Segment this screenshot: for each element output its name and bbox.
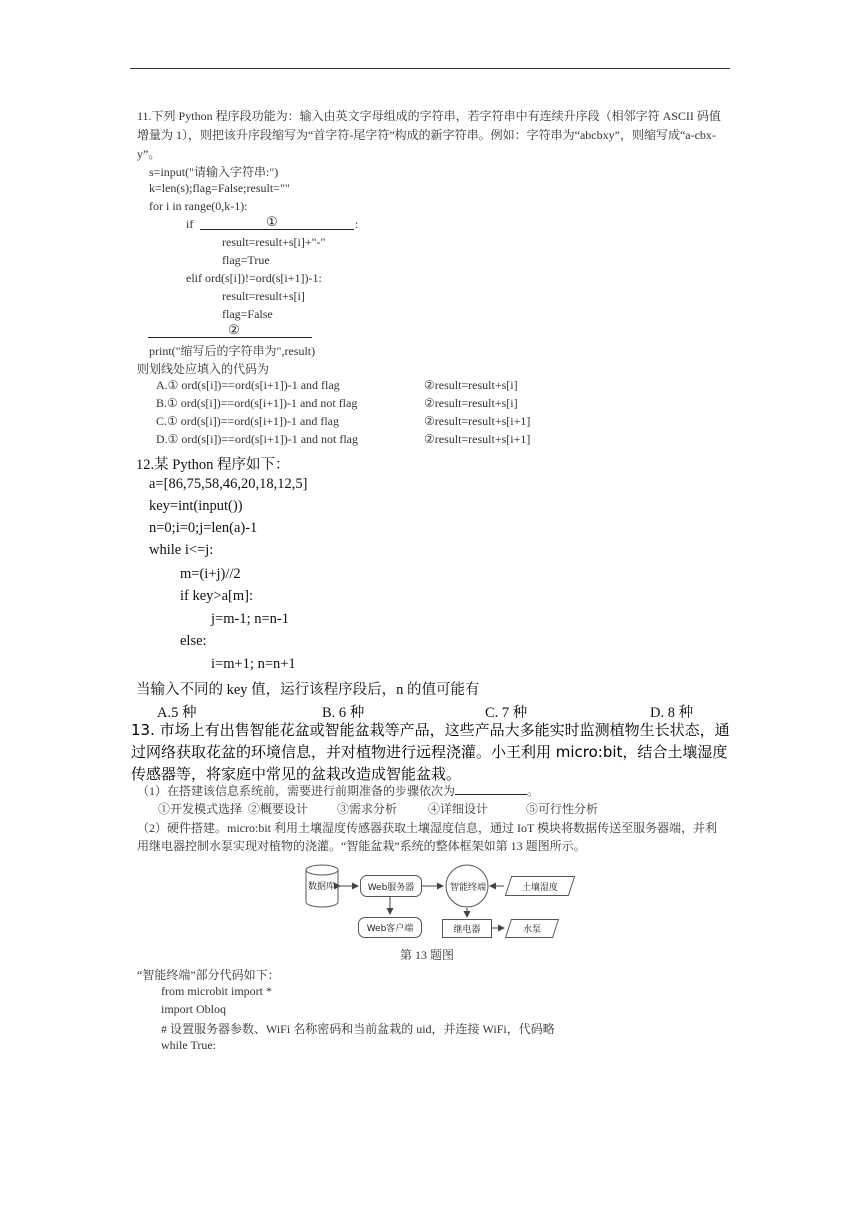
q12-option-b: B. 6 种 bbox=[322, 705, 365, 721]
smart-terminal-label: 智能终端 bbox=[450, 883, 487, 893]
q13-step: ②概要设计 bbox=[248, 802, 309, 816]
q11-option-right: ②result=result+s[i+1] bbox=[424, 432, 531, 446]
q13-code-line: while True: bbox=[161, 1038, 217, 1052]
q13-part2-line2: 用继电器控制水泵实现对植物的浇灌。“智能盆栽”系统的整体框架如第 13 题图所示。 bbox=[137, 839, 586, 853]
q11-option-left: C.① ord(s[i])==ord(s[i+1])-1 and flag bbox=[156, 414, 340, 428]
q13-step: ⑤可行性分析 bbox=[526, 802, 599, 816]
q11-option-right: ②result=result+s[i+1] bbox=[424, 414, 531, 428]
q11-stem-line2: 增量为 1），则把该升序段缩写为“首字符-尾字符”构成的新字符串。例如：字符串为“abcbxy”，则缩写成“a-cbx- bbox=[137, 128, 716, 142]
database-label: 数据库 bbox=[308, 882, 336, 892]
q13-intro-line1: 13. 市场上有出售智能花盆或智能盆栽等产品，这些产品大多能实时监测植物生长状态，通 bbox=[131, 721, 730, 739]
q13-code-comment: # 设置服务器参数、WiFi 名称密码和当前盆栽的 uid，并连接 WiFi，代码略 bbox=[161, 1022, 555, 1036]
q11-code-if: if bbox=[186, 217, 194, 231]
q13-intro-line2: 过网络获取花盆的环境信息，并对植物进行远程浇灌。小王利用 micro:bit，结合土壤湿度 bbox=[131, 743, 728, 761]
q11-blank1-label: ① bbox=[266, 214, 278, 229]
q11-colon: : bbox=[355, 217, 359, 231]
q12-code-line: j=m-1; n=n-1 bbox=[211, 611, 289, 627]
q13-code-line: from microbit import * bbox=[161, 984, 272, 998]
q12-code-line: else: bbox=[180, 633, 207, 649]
q13-intro-line3: 传感器等，将家庭中常见的盆栽改造成智能盆栽。 bbox=[131, 765, 462, 783]
q12-code-line: while i<=j: bbox=[149, 542, 214, 558]
q11-code-line: k=len(s);flag=False;result="" bbox=[149, 181, 290, 195]
q12-title: 12.某 Python 程序如下： bbox=[136, 457, 290, 473]
q12-code-line: if key>a[m]: bbox=[180, 588, 253, 604]
q11-code-line: flag=True bbox=[222, 253, 270, 267]
q12-code-line: a=[86,75,58,46,20,18,12,5] bbox=[149, 476, 308, 492]
soil-moisture-box bbox=[505, 876, 575, 896]
q12-code-line: key=int(input()) bbox=[149, 498, 243, 514]
q11-stem-line3: y”。 bbox=[137, 147, 161, 161]
q11-blank2-label: ② bbox=[228, 322, 240, 337]
water-pump-box bbox=[505, 919, 559, 938]
q11-option-left: D.① ord(s[i])==ord(s[i+1])-1 and not flag bbox=[156, 432, 359, 446]
q12-option-d: D. 8 种 bbox=[650, 705, 694, 721]
q12-option-a: A.5 种 bbox=[157, 705, 197, 721]
q13-part2-line1: （2）硬件搭建。micro:bit 利用土壤湿度传感器获取土壤湿度信息，通过 IoT 模块将数据传送至服务器端，并利 bbox=[137, 821, 718, 835]
water-pump-label: 水泵 bbox=[522, 925, 541, 935]
q11-code-line: print("缩写后的字符串为",result) bbox=[149, 344, 316, 358]
q11-code-line: elif ord(s[i])!=ord(s[i+1])-1: bbox=[186, 271, 322, 285]
q13-part1-end: 。 bbox=[527, 784, 540, 798]
soil-moisture-label: 土壤湿度 bbox=[521, 882, 558, 893]
q11-code-line: result=result+s[i]+"-" bbox=[222, 235, 326, 249]
q11-option-right: ②result=result+s[i] bbox=[424, 378, 518, 392]
q13-step: ③需求分析 bbox=[337, 802, 398, 816]
q13-part1-text: （1）在搭建该信息系统前，需要进行前期准备的步骤依次为 bbox=[137, 784, 456, 798]
q11-option-left: A.① ord(s[i])==ord(s[i+1])-1 and flag bbox=[156, 378, 340, 392]
q11-code-line: result=result+s[i] bbox=[222, 289, 305, 303]
q13-code-line: import Obloq bbox=[161, 1002, 226, 1016]
q11-prompt: 则划线处应填入的代码为 bbox=[137, 362, 270, 376]
q11-stem-line1: 11.下列 Python 程序段功能为：输入由英文字母组成的字符串，若字符串中有连续升序段（相邻字符 ASCII 码值 bbox=[137, 109, 721, 123]
q11-code-line: for i in range(0,k-1): bbox=[149, 199, 248, 213]
q12-code-line: n=0;i=0;j=len(a)-1 bbox=[149, 520, 258, 536]
relay-box: 继电器 bbox=[442, 919, 492, 938]
q11-code-line: s=input("请输入字符串:") bbox=[149, 165, 279, 179]
q11-option-right: ②result=result+s[i] bbox=[424, 396, 518, 410]
q12-code-line: i=m+1; n=n+1 bbox=[211, 656, 296, 672]
web-server-box: Web服务器 bbox=[360, 875, 422, 897]
q12-code-line: m=(i+j)//2 bbox=[180, 566, 241, 582]
figure-caption: 第 13 题图 bbox=[400, 948, 455, 962]
q12-option-c: C. 7 种 bbox=[485, 705, 528, 721]
web-client-box: Web客户端 bbox=[358, 917, 422, 938]
q13-step: ④详细设计 bbox=[428, 802, 489, 816]
q11-code-line: flag=False bbox=[222, 307, 273, 321]
q13-code-intro: “智能终端”部分代码如下： bbox=[137, 968, 280, 982]
q13-step: ①开发模式选择 bbox=[158, 802, 243, 816]
q12-question: 当输入不同的 key 值，运行该程序段后，n 的值可能有 bbox=[136, 682, 480, 698]
q11-option-left: B.① ord(s[i])==ord(s[i+1])-1 and not flag bbox=[156, 396, 358, 410]
